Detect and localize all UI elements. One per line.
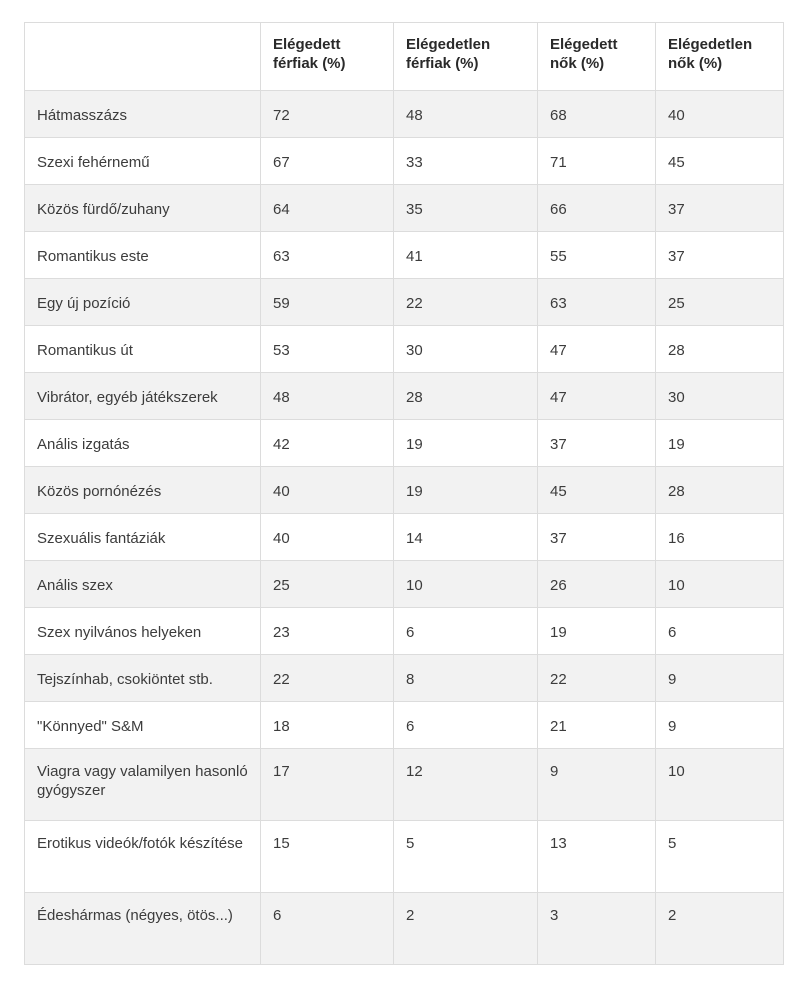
cell-satisfied-men: 53 <box>261 326 394 373</box>
cell-satisfied-women: 66 <box>538 185 656 232</box>
cell-satisfied-men: 18 <box>261 702 394 749</box>
survey-table-container <box>24 22 783 965</box>
row-label: Anális szex <box>25 561 261 608</box>
table-row <box>25 232 784 279</box>
cell-unsatisfied-women: 19 <box>656 420 784 467</box>
cell-satisfied-women: 63 <box>538 279 656 326</box>
cell-satisfied-women: 21 <box>538 702 656 749</box>
header-unsatisfied-men: Elégedetlen férfiak (%) <box>394 23 538 91</box>
cell-unsatisfied-women: 10 <box>656 749 784 821</box>
cell-satisfied-women: 19 <box>538 608 656 655</box>
table-row <box>25 185 784 232</box>
row-label: Anális izgatás <box>25 420 261 467</box>
row-label: Tejszínhab, csokiöntet stb. <box>25 655 261 702</box>
table-body <box>25 91 784 965</box>
cell-unsatisfied-men: 41 <box>394 232 538 279</box>
row-label: Közös pornónézés <box>25 467 261 514</box>
cell-satisfied-women: 37 <box>538 420 656 467</box>
cell-unsatisfied-men: 48 <box>394 91 538 138</box>
cell-satisfied-women: 13 <box>538 821 656 893</box>
row-label: Viagra vagy valamilyen hasonló gyógyszer <box>25 749 261 821</box>
table-row <box>25 420 784 467</box>
survey-table <box>24 22 784 965</box>
table-row <box>25 467 784 514</box>
row-label: "Könnyed" S&M <box>25 702 261 749</box>
row-label: Egy új pozíció <box>25 279 261 326</box>
cell-satisfied-men: 59 <box>261 279 394 326</box>
cell-unsatisfied-men: 2 <box>394 893 538 965</box>
cell-satisfied-men: 67 <box>261 138 394 185</box>
cell-unsatisfied-men: 8 <box>394 655 538 702</box>
row-label: Erotikus videók/fotók készítése <box>25 821 261 893</box>
table-row <box>25 702 784 749</box>
row-label: Közös fürdő/zuhany <box>25 185 261 232</box>
header-unsatisfied-women: Elégedetlen nők (%) <box>656 23 784 91</box>
cell-satisfied-women: 71 <box>538 138 656 185</box>
cell-satisfied-men: 64 <box>261 185 394 232</box>
cell-unsatisfied-men: 28 <box>394 373 538 420</box>
row-label: Vibrátor, egyéb játékszerek <box>25 373 261 420</box>
cell-unsatisfied-women: 40 <box>656 91 784 138</box>
cell-satisfied-women: 55 <box>538 232 656 279</box>
cell-unsatisfied-women: 9 <box>656 702 784 749</box>
cell-satisfied-women: 26 <box>538 561 656 608</box>
cell-satisfied-women: 22 <box>538 655 656 702</box>
row-label: Édeshármas (négyes, ötös...) <box>25 893 261 965</box>
cell-unsatisfied-men: 6 <box>394 608 538 655</box>
row-label: Szexuális fantáziák <box>25 514 261 561</box>
row-label: Szex nyilvános helyeken <box>25 608 261 655</box>
cell-unsatisfied-women: 28 <box>656 467 784 514</box>
table-row <box>25 893 784 965</box>
table-row <box>25 326 784 373</box>
table-row <box>25 655 784 702</box>
table-row <box>25 821 784 893</box>
cell-satisfied-men: 17 <box>261 749 394 821</box>
table-row <box>25 373 784 420</box>
cell-unsatisfied-men: 30 <box>394 326 538 373</box>
row-label: Romantikus este <box>25 232 261 279</box>
cell-satisfied-women: 47 <box>538 373 656 420</box>
cell-unsatisfied-women: 45 <box>656 138 784 185</box>
cell-satisfied-women: 45 <box>538 467 656 514</box>
cell-unsatisfied-men: 6 <box>394 702 538 749</box>
cell-unsatisfied-women: 25 <box>656 279 784 326</box>
header-empty-cell <box>25 23 261 91</box>
cell-unsatisfied-men: 12 <box>394 749 538 821</box>
cell-satisfied-women: 37 <box>538 514 656 561</box>
cell-unsatisfied-women: 5 <box>656 821 784 893</box>
row-label: Romantikus út <box>25 326 261 373</box>
cell-unsatisfied-women: 2 <box>656 893 784 965</box>
cell-satisfied-men: 40 <box>261 514 394 561</box>
table-row <box>25 608 784 655</box>
table-row <box>25 749 784 821</box>
table-row <box>25 91 784 138</box>
row-label: Hátmasszázs <box>25 91 261 138</box>
cell-unsatisfied-men: 5 <box>394 821 538 893</box>
cell-satisfied-men: 48 <box>261 373 394 420</box>
cell-unsatisfied-men: 35 <box>394 185 538 232</box>
table-header-row <box>25 23 784 91</box>
cell-unsatisfied-men: 19 <box>394 467 538 514</box>
table-row <box>25 561 784 608</box>
cell-unsatisfied-men: 22 <box>394 279 538 326</box>
cell-unsatisfied-women: 9 <box>656 655 784 702</box>
cell-satisfied-men: 6 <box>261 893 394 965</box>
cell-unsatisfied-men: 33 <box>394 138 538 185</box>
header-satisfied-women: Elégedett nők (%) <box>538 23 656 91</box>
cell-satisfied-men: 40 <box>261 467 394 514</box>
cell-unsatisfied-women: 30 <box>656 373 784 420</box>
cell-satisfied-men: 22 <box>261 655 394 702</box>
cell-satisfied-women: 3 <box>538 893 656 965</box>
table-row <box>25 279 784 326</box>
cell-unsatisfied-women: 37 <box>656 185 784 232</box>
cell-satisfied-men: 63 <box>261 232 394 279</box>
cell-satisfied-women: 47 <box>538 326 656 373</box>
cell-unsatisfied-men: 10 <box>394 561 538 608</box>
cell-unsatisfied-men: 19 <box>394 420 538 467</box>
cell-unsatisfied-women: 16 <box>656 514 784 561</box>
cell-unsatisfied-men: 14 <box>394 514 538 561</box>
table-row <box>25 514 784 561</box>
cell-satisfied-women: 68 <box>538 91 656 138</box>
cell-satisfied-men: 23 <box>261 608 394 655</box>
cell-unsatisfied-women: 10 <box>656 561 784 608</box>
cell-satisfied-women: 9 <box>538 749 656 821</box>
cell-satisfied-men: 25 <box>261 561 394 608</box>
header-satisfied-men: Elégedett férfiak (%) <box>261 23 394 91</box>
cell-satisfied-men: 42 <box>261 420 394 467</box>
cell-satisfied-men: 15 <box>261 821 394 893</box>
cell-unsatisfied-women: 37 <box>656 232 784 279</box>
cell-satisfied-men: 72 <box>261 91 394 138</box>
row-label: Szexi fehérnemű <box>25 138 261 185</box>
table-row <box>25 138 784 185</box>
cell-unsatisfied-women: 6 <box>656 608 784 655</box>
cell-unsatisfied-women: 28 <box>656 326 784 373</box>
